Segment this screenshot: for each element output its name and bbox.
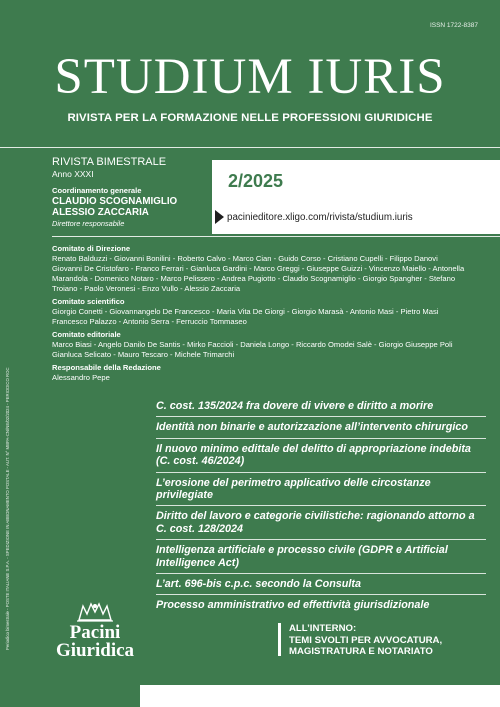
section-line: Gianluca Selicato - Mauro Tescaro - Michele Trimarchi — [52, 350, 235, 359]
journal-title: STUDIUM IURIS — [54, 49, 446, 105]
section-line: Troiano - Paolo Veronesi - Enzo Vullo - Alessio Zaccaria — [52, 284, 241, 293]
section-redazione — [52, 363, 472, 383]
section-line: Francesco Palazzo - Antonio Serra - Ferruccio Tommaseo — [52, 317, 247, 326]
publisher-logo — [50, 600, 140, 660]
article-list — [156, 400, 486, 612]
middle-divider — [52, 236, 500, 237]
internal-line: MAGISTRATURA E NOTARIATO — [289, 646, 433, 657]
section-label: Responsabile della Redazione — [52, 363, 161, 372]
bottom-strip — [140, 685, 500, 707]
article-title: L’erosione del perimetro applicativo delle circostanze privilegiate — [156, 476, 431, 502]
url-row[interactable] — [215, 210, 413, 224]
coordinator-name-1: CLAUDIO SCOGNAMIGLIO — [52, 196, 178, 207]
publisher-name-line1: Pacini — [69, 622, 121, 643]
periodicity: RIVISTA BIMESTRALE — [52, 156, 167, 168]
article-divider — [156, 472, 486, 473]
coordinator-name-2: ALESSIO ZACCARIA — [52, 207, 149, 218]
journal-subtitle: RIVISTA PER LA FORMAZIONE NELLE PROFESSIONI GIURIDICHE — [67, 112, 433, 124]
article-title: Identità non binarie e autorizzazione all’intervento chirurgico — [156, 421, 468, 434]
internal-line: TEMI SVOLTI PER AVVOCATURA, — [289, 634, 443, 646]
article-divider — [156, 594, 486, 595]
section-direzione — [52, 244, 472, 294]
section-line: Renato Balduzzi - Giovanni Bonilini - Roberto Calvo - Marco Cian - Guido Corso - Cristiano Cupelli - Filippo Danovi — [52, 254, 438, 263]
article-title: Processo amministrativo ed effettività giurisdizionale — [156, 599, 430, 612]
article-divider — [156, 505, 486, 506]
section-line: Giovanni De Cristofaro - Franco Ferrari - Gianluca Gardini - Marco Greggi - Giuseppe Guizzi - Vincenzo Maiello - Antonella — [52, 264, 465, 273]
section-label: Comitato editoriale — [52, 330, 121, 339]
journal-url[interactable]: pacinieditore.xligo.com/rivista/studium.iuris — [227, 211, 413, 223]
internal-accent-bar — [278, 623, 281, 656]
section-line: Giorgio Conetti - Giovannangelo De Francesco - Maria Vita De Giorgi - Giorgio Marasà - Antonio Masi - Pietro Masi — [52, 307, 439, 316]
section-label: Comitato di Direzione — [52, 244, 131, 253]
publisher-name-line2: Giuridica — [55, 640, 135, 661]
article-title: Intelligenza artificiale e processo civile (GDPR e Artificial Intelligence Act) — [156, 544, 448, 569]
article-title: C. cost. 135/2024 fra dovere di vivere e diritto a morire — [156, 400, 434, 412]
section-scientifico — [52, 297, 472, 327]
internal-line: ALL’INTERNO: — [289, 623, 357, 634]
article-title: L’art. 696-bis c.p.c. secondo la Consulta — [156, 578, 361, 591]
article-divider — [156, 539, 486, 540]
coordination-label: Coordinamento generale — [52, 186, 142, 195]
side-postal-text: Periodico bimestrale - POSTE ITALIANE S.P.A. - SPEDIZIONE IN ABBONAMENTO POSTALE - AUT. N° MBPA-CN/NE/02/2024 - PERIODICO ROC — [5, 367, 10, 650]
section-label: Comitato scientifico — [52, 297, 125, 306]
section-editoriale — [52, 330, 472, 360]
issue-number: 2/2025 — [228, 171, 284, 191]
article-title: Diritto del lavoro e categorie civilistiche: ragionando attorno a C. cost. 128/2024 — [156, 510, 475, 535]
article-divider — [156, 573, 486, 574]
section-line: Marco Biasi - Angelo Danilo De Santis - Mirko Faccioli - Daniela Longo - Riccardo Omodei Salè - Giorgio Giuseppe Poli — [52, 340, 453, 349]
article-title: Il nuovo minimo edittale del delitto di appropriazione indebita (C. cost. 46/2024) — [156, 442, 471, 468]
arrow-right-icon — [215, 210, 224, 224]
article-divider — [156, 416, 486, 417]
top-divider — [0, 147, 500, 148]
year: Anno XXXI — [52, 169, 94, 179]
coordinator-role: Direttore responsabile — [52, 219, 125, 228]
article-divider — [156, 438, 486, 439]
publisher-emblem-icon — [75, 600, 115, 622]
issn: ISSN 1722-8387 — [429, 22, 478, 29]
section-line: Marandola - Domenico Notaro - Marco Pelissero - Andrea Pugiotto - Claudio Scognamiglio - Giorgio Spangher - Stefano — [52, 274, 456, 283]
section-line: Alessandro Pepe — [52, 373, 110, 382]
internal-contents-note — [289, 623, 489, 658]
